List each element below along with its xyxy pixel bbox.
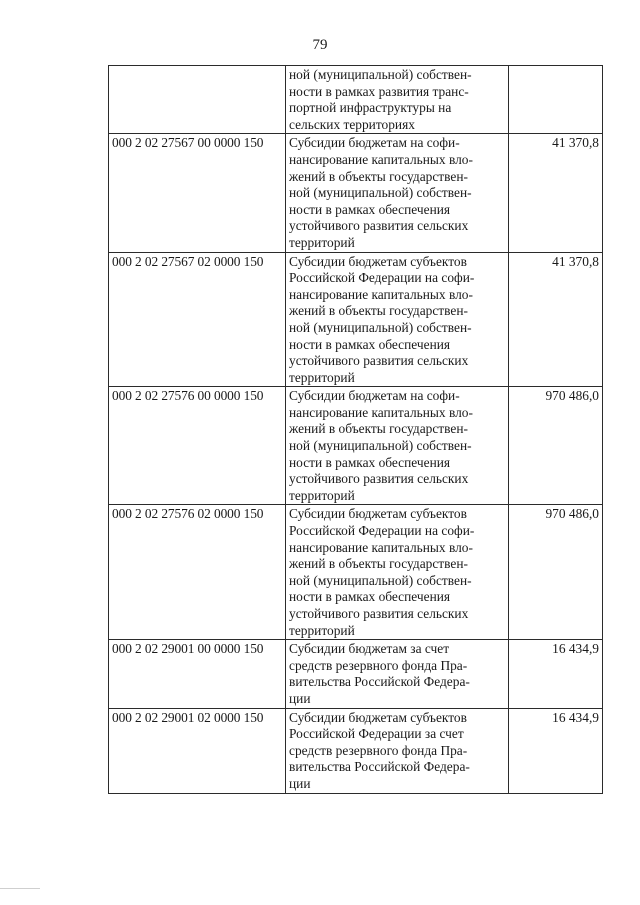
income-name-line: ности в рамках обеспечения — [289, 201, 451, 217]
page-number: 79 — [312, 37, 328, 53]
income-name-line: портной инфраструктуры на — [289, 100, 452, 116]
amount — [509, 66, 603, 134]
table-row — [109, 134, 603, 252]
income-name-line: средств резервного фонда Пра- — [289, 742, 468, 758]
income-name-line: ной (муниципальной) собствен- — [289, 572, 472, 588]
income-name-line: жений в объекты государствен- — [289, 303, 468, 319]
income-name-line: устойчивого развития сельских — [289, 471, 469, 487]
income-name-line: жений в объекты государствен- — [289, 556, 468, 572]
income-name — [286, 134, 509, 252]
table-row — [109, 252, 603, 387]
table-row — [109, 66, 603, 134]
income-name-line: Российской Федерации за счет — [289, 726, 464, 742]
table-row — [109, 708, 603, 793]
income-name-line: вительства Российской Федера- — [289, 674, 470, 690]
income-name-line: ности в рамках обеспечения — [289, 454, 451, 470]
income-name-line: ной (муниципальной) собствен- — [289, 185, 472, 201]
page-edge-mark — [0, 888, 40, 889]
classification-code: 000 2 02 27576 00 0000 150 — [109, 387, 286, 505]
classification-code: 000 2 02 29001 02 0000 150 — [109, 708, 286, 793]
amount: 970 486,0 — [509, 387, 603, 505]
amount: 16 434,9 — [509, 640, 603, 708]
income-name-line: территорий — [289, 369, 355, 385]
income-name-line: Российской Федерации на софи- — [289, 523, 475, 539]
income-name-line: жений в объекты государствен- — [289, 168, 468, 184]
income-name-line: устойчивого развития сельских — [289, 218, 469, 234]
income-name-line: нансирование капитальных вло- — [289, 286, 473, 302]
income-name-line: Субсидии бюджетам за счет — [289, 641, 450, 657]
income-name-line: нансирование капитальных вло- — [289, 151, 473, 167]
amount: 41 370,8 — [509, 134, 603, 252]
amount: 41 370,8 — [509, 252, 603, 387]
table-row — [109, 387, 603, 505]
income-name-line: ной (муниципальной) собствен- — [289, 319, 472, 335]
income-name-line: территорий — [289, 622, 355, 638]
income-name-line: нансирование капитальных вло- — [289, 404, 473, 420]
income-name-line: нансирование капитальных вло- — [289, 539, 473, 555]
income-name-line: сельских территориях — [289, 116, 415, 132]
income-name-line: Субсидии бюджетам субъектов — [289, 506, 467, 522]
income-name-line: ции — [289, 690, 311, 706]
amount: 970 486,0 — [509, 505, 603, 640]
income-name-line: Российской Федерации на софи- — [289, 270, 475, 286]
income-name-line: территорий — [289, 234, 355, 250]
classification-code: 000 2 02 27567 02 0000 150 — [109, 252, 286, 387]
income-name-line: вительства Российской Федера- — [289, 759, 470, 775]
classification-code: 000 2 02 27567 00 0000 150 — [109, 134, 286, 252]
income-name-line: ности в рамках обеспечения — [289, 589, 451, 605]
classification-code: 000 2 02 27576 02 0000 150 — [109, 505, 286, 640]
income-name-line: устойчивого развития сельских — [289, 353, 469, 369]
income-name — [286, 252, 509, 387]
income-name — [286, 640, 509, 708]
income-name-line: жений в объекты государствен- — [289, 421, 468, 437]
classification-code: 000 2 02 29001 00 0000 150 — [109, 640, 286, 708]
income-name — [286, 708, 509, 793]
income-name-line: Субсидии бюджетам на софи- — [289, 388, 460, 404]
income-name-line: Субсидии бюджетам субъектов — [289, 253, 467, 269]
budget-table-body — [109, 66, 603, 794]
income-name-line: средств резервного фонда Пра- — [289, 657, 468, 673]
budget-table — [108, 65, 603, 794]
amount: 16 434,9 — [509, 708, 603, 793]
income-name — [286, 66, 509, 134]
income-name-line: Субсидии бюджетам на софи- — [289, 135, 460, 151]
income-name-line: ной (муниципальной) собствен- — [289, 438, 472, 454]
table-row — [109, 505, 603, 640]
income-name-line: ности в рамках обеспечения — [289, 336, 451, 352]
table-row — [109, 640, 603, 708]
income-name-line: территорий — [289, 487, 355, 503]
income-name-line: Субсидии бюджетам субъектов — [289, 709, 467, 725]
income-name-line: ности в рамках развития транс- — [289, 83, 469, 99]
classification-code — [109, 66, 286, 134]
income-name — [286, 505, 509, 640]
income-name-line: ной (муниципальной) собствен- — [289, 67, 472, 82]
income-name-line: ции — [289, 775, 311, 791]
income-name — [286, 387, 509, 505]
income-name-line: устойчивого развития сельских — [289, 606, 469, 621]
